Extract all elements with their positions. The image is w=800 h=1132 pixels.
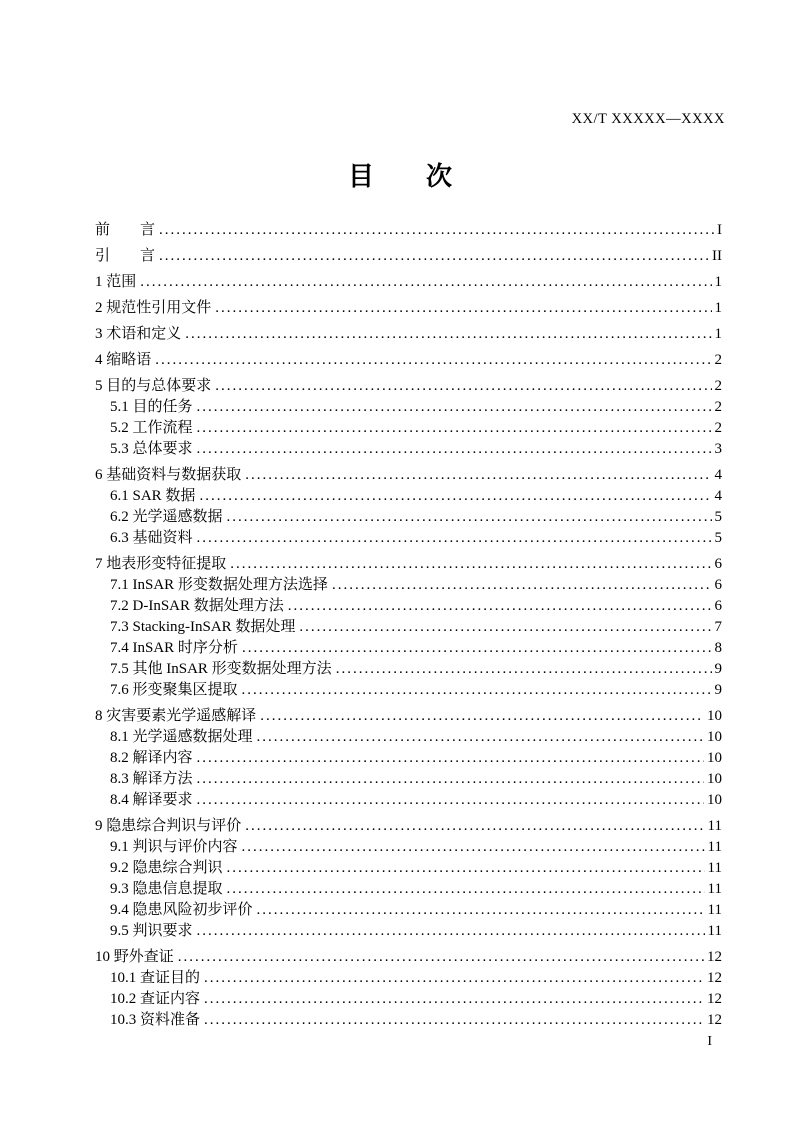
toc-entry[interactable] <box>95 900 722 921</box>
toc-dot-leader <box>215 298 711 319</box>
toc-entry-label: 8.4 解译要求 <box>110 792 193 808</box>
toc-entry-label: 5.3 总体要求 <box>110 441 193 457</box>
document-footer <box>707 1034 712 1050</box>
toc-entry-page: 1 <box>714 274 722 290</box>
toc-dot-leader <box>227 858 705 879</box>
toc-dot-leader <box>197 418 712 439</box>
toc-entry-label: 9.5 判识要求 <box>110 923 193 939</box>
toc-entry-page: 1 <box>714 326 722 342</box>
toc-dot-leader <box>215 376 711 397</box>
document-header <box>555 94 725 145</box>
toc-entry-page: 2 <box>714 420 722 436</box>
toc-entry[interactable] <box>95 298 722 319</box>
toc-entry-page: 12 <box>707 949 722 965</box>
toc-entry-label: 7.2 D-InSAR 数据处理方法 <box>110 598 284 614</box>
toc-entry-label: 7.4 InSAR 时序分析 <box>110 640 238 656</box>
toc-entry-label: 9.4 隐患风险初步评价 <box>110 902 253 918</box>
toc-entry-label: 7.5 其他 InSAR 形变数据处理方法 <box>110 661 332 677</box>
toc-dot-leader <box>199 486 711 507</box>
toc-dot-leader <box>197 528 712 549</box>
toc-dot-leader <box>197 748 704 769</box>
toc-entry[interactable] <box>95 507 722 528</box>
toc-entry-label: 6 基础资料与数据获取 <box>95 467 242 483</box>
table-of-contents <box>95 220 722 1031</box>
toc-dot-leader <box>159 246 709 267</box>
toc-dot-leader <box>230 554 711 575</box>
page-title: 目 次 <box>347 162 452 191</box>
toc-entry[interactable] <box>95 350 722 371</box>
toc-entry-label: 4 缩略语 <box>95 352 152 368</box>
toc-entry-label: 5.2 工作流程 <box>110 420 193 436</box>
toc-dot-leader <box>178 947 704 968</box>
toc-entry-page: 6 <box>714 556 722 572</box>
toc-entry-page: 2 <box>714 378 722 394</box>
toc-dot-leader <box>197 790 704 811</box>
toc-dot-leader <box>140 272 711 293</box>
toc-entry[interactable] <box>95 947 722 968</box>
toc-entry-page: 7 <box>714 619 722 635</box>
toc-dot-leader <box>197 769 704 790</box>
toc-entry[interactable] <box>95 397 722 418</box>
toc-entry-page: 11 <box>707 902 722 918</box>
toc-dot-leader <box>336 659 712 680</box>
toc-entry-label: 6.2 光学遥感数据 <box>110 509 223 525</box>
toc-dot-leader <box>204 989 704 1010</box>
toc-entry[interactable] <box>95 748 722 769</box>
footer-page-number: I <box>707 1034 712 1049</box>
toc-entry[interactable] <box>95 272 722 293</box>
toc-entry-page: 10 <box>707 708 722 724</box>
toc-entry[interactable] <box>95 989 722 1010</box>
toc-entry[interactable] <box>95 706 722 727</box>
toc-entry-label: 5 目的与总体要求 <box>95 378 212 394</box>
toc-entry[interactable] <box>95 465 722 486</box>
toc-entry-page: 10 <box>707 771 722 787</box>
toc-entry[interactable] <box>95 968 722 989</box>
toc-entry[interactable] <box>95 1010 722 1031</box>
toc-entry-page: 4 <box>714 488 722 504</box>
toc-entry-label: 5.1 目的任务 <box>110 399 193 415</box>
toc-entry-label: 10.2 查证内容 <box>110 991 201 1007</box>
toc-entry-label: 8.1 光学遥感数据处理 <box>110 729 253 745</box>
toc-entry-label: 8 灾害要素光学遥感解译 <box>95 708 257 724</box>
toc-entry[interactable] <box>95 439 722 460</box>
toc-entry[interactable] <box>95 575 722 596</box>
standard-code: XX/T XXXXX—XXXX <box>571 111 725 127</box>
toc-dot-leader <box>197 921 705 942</box>
toc-entry-label: 1 范围 <box>95 274 137 290</box>
toc-entry[interactable] <box>95 769 722 790</box>
toc-entry-label: 9.3 隐患信息提取 <box>110 881 223 897</box>
toc-dot-leader <box>242 680 712 701</box>
toc-entry-page: 10 <box>707 750 722 766</box>
toc-entry[interactable] <box>95 596 722 617</box>
toc-dot-leader <box>332 575 712 596</box>
toc-entry-page: 11 <box>707 923 722 939</box>
toc-entry-label: 3 术语和定义 <box>95 326 182 342</box>
toc-entry[interactable] <box>95 659 722 680</box>
toc-entry-page: 9 <box>714 661 722 677</box>
toc-entry-page: 6 <box>714 598 722 614</box>
toc-entry[interactable] <box>95 921 722 942</box>
toc-entry-label: 7.1 InSAR 形变数据处理方法选择 <box>110 577 328 593</box>
toc-dot-leader <box>257 727 704 748</box>
toc-dot-leader <box>260 706 704 727</box>
toc-dot-leader <box>197 439 712 460</box>
toc-dot-leader <box>288 596 712 617</box>
toc-entry-page: 2 <box>714 399 722 415</box>
toc-entry-page: 5 <box>714 530 722 546</box>
toc-dot-leader <box>227 507 712 528</box>
toc-entry-label: 10.3 资料准备 <box>110 1012 201 1028</box>
toc-dot-leader <box>245 465 711 486</box>
toc-dot-leader <box>197 397 712 418</box>
toc-entry-page: 5 <box>714 509 722 525</box>
toc-entry[interactable] <box>95 486 722 507</box>
toc-entry[interactable] <box>95 617 722 638</box>
toc-entry-label: 9.2 隐患综合判识 <box>110 860 223 876</box>
toc-entry-page: 3 <box>714 441 722 457</box>
toc-entry-page: 4 <box>714 467 722 483</box>
toc-dot-leader <box>245 816 704 837</box>
toc-entry[interactable] <box>95 638 722 659</box>
toc-dot-leader <box>204 968 704 989</box>
toc-entry-page: 1 <box>714 300 722 316</box>
toc-entry-page: 11 <box>707 881 722 897</box>
toc-entry-label: 8.2 解译内容 <box>110 750 193 766</box>
toc-entry-page: 10 <box>707 729 722 745</box>
toc-entry[interactable] <box>95 220 722 241</box>
toc-entry[interactable] <box>95 858 722 879</box>
toc-entry-page: 12 <box>707 970 722 986</box>
toc-entry-label: 10.1 查证目的 <box>110 970 201 986</box>
toc-entry[interactable] <box>95 727 722 748</box>
toc-entry-page: 9 <box>714 682 722 698</box>
toc-entry-page: 2 <box>714 352 722 368</box>
toc-entry-page: 6 <box>714 577 722 593</box>
toc-entry-label: 6.3 基础资料 <box>110 530 193 546</box>
toc-entry-page: I <box>717 222 722 238</box>
toc-entry-label: 10 野外查证 <box>95 949 174 965</box>
toc-entry-page: 11 <box>707 860 722 876</box>
toc-entry-page: 11 <box>707 818 722 834</box>
toc-dot-leader <box>242 837 705 858</box>
toc-entry[interactable] <box>95 246 722 267</box>
toc-entry-label: 7.6 形变聚集区提取 <box>110 682 238 698</box>
toc-entry-page: 12 <box>707 1012 722 1028</box>
toc-entry-label: 引 言 <box>95 248 156 264</box>
toc-entry[interactable] <box>95 554 722 575</box>
toc-entry[interactable] <box>95 376 722 397</box>
toc-dot-leader <box>257 900 705 921</box>
toc-entry[interactable] <box>95 418 722 439</box>
toc-dot-leader <box>299 617 711 638</box>
toc-dot-leader <box>185 324 711 345</box>
toc-entry-label: 6.1 SAR 数据 <box>110 488 196 504</box>
toc-entry[interactable] <box>95 816 722 837</box>
toc-entry-label: 2 规范性引用文件 <box>95 300 212 316</box>
toc-entry-page: 10 <box>707 792 722 808</box>
toc-entry[interactable] <box>95 879 722 900</box>
toc-entry-page: 8 <box>714 640 722 656</box>
toc-entry-label: 7 地表形变特征提取 <box>95 556 227 572</box>
toc-entry-page: II <box>712 248 722 264</box>
toc-entry-label: 前 言 <box>95 222 156 238</box>
toc-dot-leader <box>242 638 712 659</box>
toc-entry-label: 8.3 解译方法 <box>110 771 193 787</box>
toc-dot-leader <box>204 1010 704 1031</box>
toc-dot-leader <box>159 220 714 241</box>
toc-entry[interactable] <box>95 837 722 858</box>
toc-entry-label: 9.1 判识与评价内容 <box>110 839 238 855</box>
toc-entry[interactable] <box>95 324 722 345</box>
toc-dot-leader <box>155 350 711 371</box>
toc-entry-label: 9 隐患综合判识与评价 <box>95 818 242 834</box>
toc-dot-leader <box>227 879 705 900</box>
toc-entry-page: 12 <box>707 991 722 1007</box>
toc-entry-page: 11 <box>707 839 722 855</box>
toc-entry[interactable] <box>95 528 722 549</box>
toc-entry[interactable] <box>95 790 722 811</box>
toc-entry[interactable] <box>95 680 722 701</box>
toc-entry-label: 7.3 Stacking-InSAR 数据处理 <box>110 619 296 635</box>
